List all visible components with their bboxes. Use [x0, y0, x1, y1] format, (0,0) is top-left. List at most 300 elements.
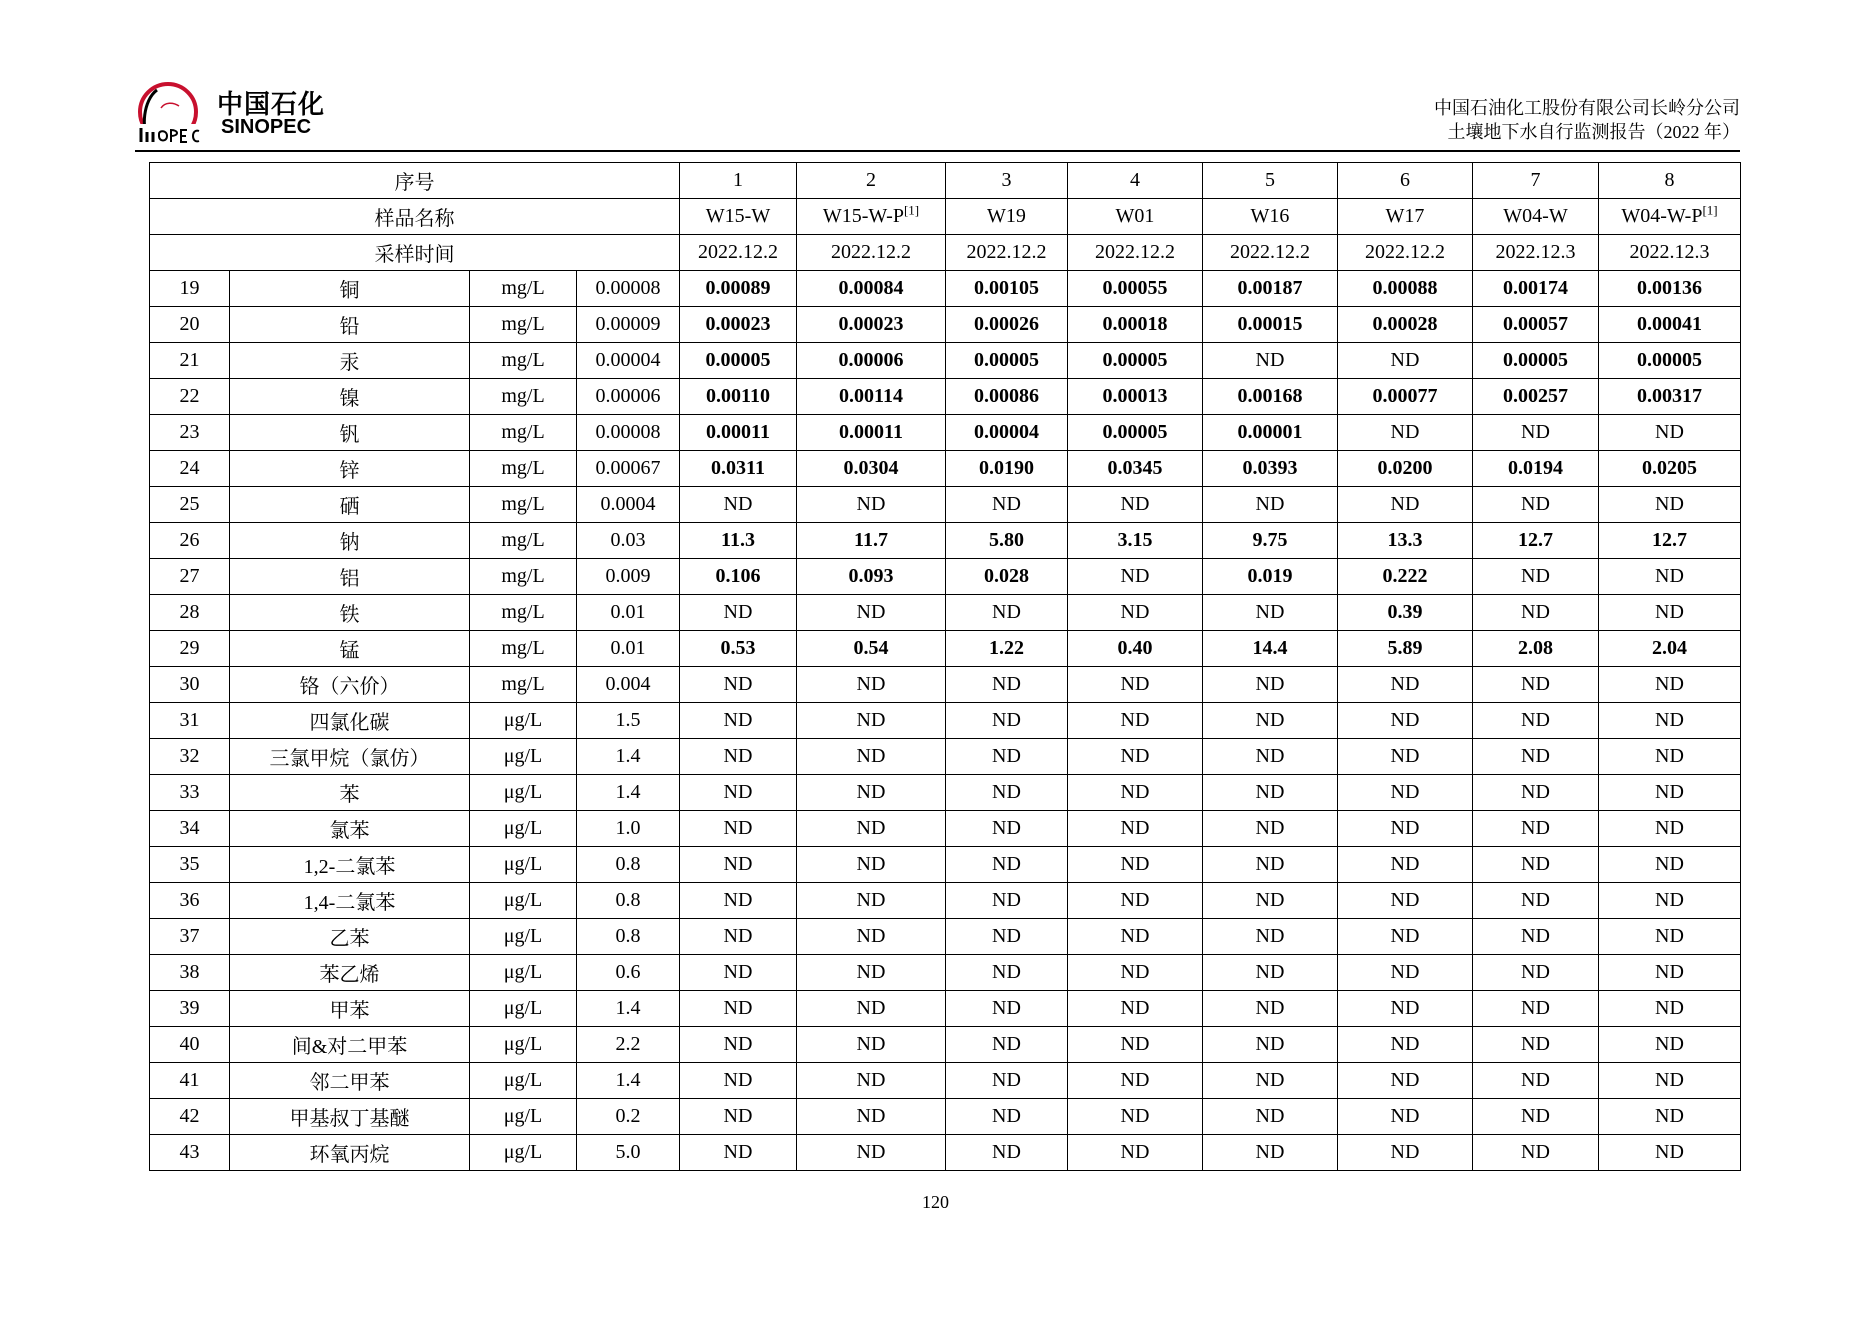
table-row — [150, 271, 1741, 307]
header-cell — [797, 163, 946, 199]
analyte-name: 氯苯 — [230, 811, 470, 847]
result-value: ND — [1203, 343, 1338, 379]
detection-limit: 0.00009 — [577, 307, 680, 343]
result-value: 0.00006 — [797, 343, 946, 379]
analyte-name: 铝 — [230, 559, 470, 595]
result-value: ND — [1068, 811, 1203, 847]
result-value: ND — [1203, 739, 1338, 775]
row-number: 40 — [150, 1027, 230, 1063]
unit: μg/L — [470, 703, 577, 739]
monitoring-results-table — [149, 162, 1741, 1171]
unit: μg/L — [470, 811, 577, 847]
result-value: ND — [1473, 883, 1599, 919]
header-cell-text: 2022.12.2 — [1365, 241, 1445, 263]
org-line-1: 中国石油化工股份有限公司长岭分公司 — [1434, 98, 1740, 118]
organization-title — [1434, 96, 1740, 144]
result-value: ND — [680, 487, 797, 523]
analyte-name: 铅 — [230, 307, 470, 343]
unit: μg/L — [470, 991, 577, 1027]
analyte-name: 甲基叔丁基醚 — [230, 1099, 470, 1135]
result-value: 0.53 — [680, 631, 797, 667]
result-value: ND — [1338, 991, 1473, 1027]
result-value: 0.00026 — [946, 307, 1068, 343]
result-value: ND — [946, 1027, 1068, 1063]
result-value: ND — [797, 703, 946, 739]
unit: μg/L — [470, 775, 577, 811]
analyte-name: 苯乙烯 — [230, 955, 470, 991]
unit: mg/L — [470, 271, 577, 307]
header-cell-text: 5 — [1265, 169, 1275, 191]
result-value: ND — [1203, 1099, 1338, 1135]
result-value: ND — [1473, 739, 1599, 775]
result-value: 0.028 — [946, 559, 1068, 595]
result-value: 5.89 — [1338, 631, 1473, 667]
detection-limit: 1.4 — [577, 1063, 680, 1099]
detection-limit: 0.00006 — [577, 379, 680, 415]
result-value: ND — [1068, 1027, 1203, 1063]
header-cell — [1068, 163, 1203, 199]
result-value: ND — [1338, 739, 1473, 775]
unit: mg/L — [470, 559, 577, 595]
result-value: ND — [797, 991, 946, 1027]
result-value: 0.00257 — [1473, 379, 1599, 415]
result-value: 0.00317 — [1599, 379, 1741, 415]
table-row — [150, 379, 1741, 415]
result-value: ND — [1599, 919, 1741, 955]
result-value: 0.00041 — [1599, 307, 1741, 343]
row-number: 23 — [150, 415, 230, 451]
result-value: 0.00015 — [1203, 307, 1338, 343]
detection-limit: 0.01 — [577, 595, 680, 631]
detection-limit: 0.6 — [577, 955, 680, 991]
analyte-name: 1,4-二氯苯 — [230, 883, 470, 919]
table-row — [150, 739, 1741, 775]
footnote-mark: [1] — [1702, 202, 1718, 218]
header-cell-text: 2022.12.2 — [1230, 241, 1310, 263]
header-cell-text: W01 — [1115, 205, 1155, 227]
result-value: ND — [946, 883, 1068, 919]
row-number: 36 — [150, 883, 230, 919]
result-value: ND — [1338, 811, 1473, 847]
analyte-name: 三氯甲烷（氯仿） — [230, 739, 470, 775]
result-value: 5.80 — [946, 523, 1068, 559]
analyte-name: 钠 — [230, 523, 470, 559]
result-value: ND — [1203, 595, 1338, 631]
result-value: ND — [797, 883, 946, 919]
detection-limit: 1.4 — [577, 991, 680, 1027]
detection-limit: 0.2 — [577, 1099, 680, 1135]
result-value: ND — [680, 883, 797, 919]
result-value: 0.0194 — [1473, 451, 1599, 487]
result-value: ND — [1599, 559, 1741, 595]
table-row — [150, 415, 1741, 451]
result-value: ND — [1599, 1135, 1741, 1171]
row-number: 26 — [150, 523, 230, 559]
header-row — [150, 235, 1741, 271]
unit: mg/L — [470, 307, 577, 343]
result-value: 0.00011 — [680, 415, 797, 451]
header-cell — [680, 163, 797, 199]
header-cell-text: 2022.12.3 — [1495, 241, 1576, 263]
result-value: ND — [797, 775, 946, 811]
sinopec-logo — [135, 80, 345, 146]
result-value: 0.019 — [1203, 559, 1338, 595]
result-value: 0.0304 — [797, 451, 946, 487]
header-cell — [797, 199, 946, 235]
unit: μg/L — [470, 1135, 577, 1171]
result-value: ND — [1338, 667, 1473, 703]
result-value: ND — [1599, 487, 1741, 523]
table-row — [150, 343, 1741, 379]
result-value: ND — [946, 1063, 1068, 1099]
table-row — [150, 847, 1741, 883]
analyte-name: 钒 — [230, 415, 470, 451]
page-number: 120 — [922, 1192, 949, 1212]
row-number: 22 — [150, 379, 230, 415]
result-value: 2.08 — [1473, 631, 1599, 667]
result-value: 0.00004 — [946, 415, 1068, 451]
result-value: 12.7 — [1599, 523, 1741, 559]
unit: μg/L — [470, 847, 577, 883]
header-cell-text: 4 — [1130, 169, 1140, 191]
row-number: 37 — [150, 919, 230, 955]
result-value: ND — [1068, 991, 1203, 1027]
header-cell — [1068, 235, 1203, 271]
result-value: ND — [1068, 1063, 1203, 1099]
result-value: ND — [1473, 703, 1599, 739]
detection-limit: 0.01 — [577, 631, 680, 667]
table-row — [150, 703, 1741, 739]
result-value: ND — [1203, 775, 1338, 811]
result-value: 0.0205 — [1599, 451, 1741, 487]
result-value: ND — [1473, 1099, 1599, 1135]
header-cell-text: 2 — [866, 169, 876, 191]
row-number: 30 — [150, 667, 230, 703]
result-value: 0.39 — [1338, 595, 1473, 631]
result-value: ND — [680, 703, 797, 739]
detection-limit: 0.00067 — [577, 451, 680, 487]
table-row — [150, 487, 1741, 523]
result-value: ND — [1203, 667, 1338, 703]
result-value: ND — [1068, 739, 1203, 775]
result-value: ND — [1203, 955, 1338, 991]
header-cell — [1473, 163, 1599, 199]
logo-text-en: SINOPEC — [221, 116, 312, 138]
result-value: 0.00089 — [680, 271, 797, 307]
unit: mg/L — [470, 667, 577, 703]
result-value: ND — [1473, 559, 1599, 595]
result-value: ND — [1473, 1063, 1599, 1099]
result-value: ND — [680, 1027, 797, 1063]
row-number: 33 — [150, 775, 230, 811]
unit: μg/L — [470, 955, 577, 991]
header-cell — [946, 235, 1068, 271]
result-value: 0.00005 — [1068, 343, 1203, 379]
result-value: ND — [1473, 847, 1599, 883]
result-value: 0.00110 — [680, 379, 797, 415]
header-cell-text: 3 — [1001, 169, 1012, 191]
result-value: ND — [797, 847, 946, 883]
result-value: ND — [1473, 1027, 1599, 1063]
result-value: ND — [1068, 919, 1203, 955]
result-value: ND — [797, 919, 946, 955]
result-value: ND — [797, 811, 946, 847]
result-value: ND — [1599, 595, 1741, 631]
analyte-name: 锰 — [230, 631, 470, 667]
result-value: ND — [1338, 955, 1473, 991]
header-cell — [680, 199, 797, 235]
result-value: ND — [1599, 667, 1741, 703]
header-rule — [135, 150, 1740, 152]
detection-limit: 5.0 — [577, 1135, 680, 1171]
result-value: 0.093 — [797, 559, 946, 595]
table-row — [150, 1063, 1741, 1099]
result-value: ND — [1473, 1135, 1599, 1171]
header-row — [150, 199, 1741, 235]
detection-limit: 2.2 — [577, 1027, 680, 1063]
result-value: ND — [946, 739, 1068, 775]
unit: μg/L — [470, 1027, 577, 1063]
result-value: ND — [1203, 811, 1338, 847]
result-value: ND — [1473, 991, 1599, 1027]
header-cell — [797, 235, 946, 271]
result-value: ND — [680, 775, 797, 811]
result-value: ND — [1473, 919, 1599, 955]
result-value: 0.00057 — [1473, 307, 1599, 343]
table-row — [150, 811, 1741, 847]
result-value: ND — [1338, 343, 1473, 379]
table-row — [150, 955, 1741, 991]
result-value: ND — [1338, 883, 1473, 919]
detection-limit: 0.00008 — [577, 415, 680, 451]
result-value: 0.0311 — [680, 451, 797, 487]
detection-limit: 0.8 — [577, 883, 680, 919]
result-value: ND — [1599, 1063, 1741, 1099]
result-value: 2.04 — [1599, 631, 1741, 667]
result-value: ND — [946, 919, 1068, 955]
header-cell-text: 6 — [1400, 169, 1410, 191]
row-number: 24 — [150, 451, 230, 487]
result-value: ND — [1473, 667, 1599, 703]
result-value: ND — [1068, 955, 1203, 991]
result-value: 11.3 — [680, 523, 797, 559]
table-row — [150, 631, 1741, 667]
analyte-name: 铜 — [230, 271, 470, 307]
row-number: 43 — [150, 1135, 230, 1171]
unit: μg/L — [470, 1099, 577, 1135]
analyte-name: 环氧丙烷 — [230, 1135, 470, 1171]
detection-limit: 0.00008 — [577, 271, 680, 307]
header-cell-text: 8 — [1664, 169, 1675, 191]
result-value: 0.00086 — [946, 379, 1068, 415]
result-value: ND — [1338, 1099, 1473, 1135]
logo-text-cn: 中国石化 — [217, 90, 326, 120]
analyte-name: 汞 — [230, 343, 470, 379]
detection-limit: 0.009 — [577, 559, 680, 595]
result-value: 0.00187 — [1203, 271, 1338, 307]
result-value: ND — [1203, 847, 1338, 883]
unit: μg/L — [470, 883, 577, 919]
unit: μg/L — [470, 919, 577, 955]
analyte-name: 乙苯 — [230, 919, 470, 955]
result-value: 0.222 — [1338, 559, 1473, 595]
header-cell — [1599, 199, 1741, 235]
result-value: ND — [797, 955, 946, 991]
result-value: ND — [680, 667, 797, 703]
result-value: ND — [1338, 919, 1473, 955]
header-cell — [946, 163, 1068, 199]
header-cell — [1473, 235, 1599, 271]
result-value: ND — [1203, 1135, 1338, 1171]
header-cell-text: W15-W-P — [822, 205, 904, 227]
header-cell — [1599, 235, 1741, 271]
header-cell-text: 2022.12.2 — [698, 241, 778, 263]
result-value: ND — [1068, 775, 1203, 811]
result-value: 0.00174 — [1473, 271, 1599, 307]
result-value: ND — [946, 487, 1068, 523]
analyte-name: 邻二甲苯 — [230, 1063, 470, 1099]
analyte-name: 锌 — [230, 451, 470, 487]
header-label: 序号 — [150, 163, 680, 199]
row-number: 21 — [150, 343, 230, 379]
row-number: 39 — [150, 991, 230, 1027]
table-row — [150, 775, 1741, 811]
result-value: ND — [1473, 955, 1599, 991]
result-value: ND — [1338, 487, 1473, 523]
result-value: 0.00077 — [1338, 379, 1473, 415]
result-value: ND — [1068, 595, 1203, 631]
result-value: 0.00023 — [680, 307, 797, 343]
result-value: ND — [680, 1099, 797, 1135]
analyte-name: 镍 — [230, 379, 470, 415]
header-label: 采样时间 — [150, 235, 680, 271]
table-row — [150, 307, 1741, 343]
result-value: 0.0190 — [946, 451, 1068, 487]
row-number: 28 — [150, 595, 230, 631]
result-value: ND — [1068, 883, 1203, 919]
result-value: ND — [680, 739, 797, 775]
result-value: ND — [1338, 1135, 1473, 1171]
result-value: ND — [1068, 667, 1203, 703]
table-row — [150, 1027, 1741, 1063]
result-value: ND — [1068, 847, 1203, 883]
header-label: 样品名称 — [150, 199, 680, 235]
result-value: ND — [1599, 775, 1741, 811]
detection-limit: 1.4 — [577, 775, 680, 811]
result-value: ND — [1068, 703, 1203, 739]
row-number: 32 — [150, 739, 230, 775]
result-value: ND — [1068, 1099, 1203, 1135]
header-cell-text: 7 — [1530, 169, 1541, 191]
row-number: 42 — [150, 1099, 230, 1135]
row-number: 35 — [150, 847, 230, 883]
result-value: ND — [797, 487, 946, 523]
table-row — [150, 523, 1741, 559]
header-cell-text: 2022.12.2 — [831, 241, 911, 263]
result-value: ND — [946, 667, 1068, 703]
result-value: ND — [680, 847, 797, 883]
detection-limit: 0.8 — [577, 847, 680, 883]
result-value: ND — [797, 1063, 946, 1099]
result-value: ND — [946, 955, 1068, 991]
result-value: ND — [1338, 775, 1473, 811]
org-line-2: 土壤地下水自行监测报告（2022 年） — [1447, 122, 1740, 142]
result-value: 3.15 — [1068, 523, 1203, 559]
result-value: ND — [1599, 415, 1741, 451]
result-value: ND — [1473, 415, 1599, 451]
analyte-name: 铁 — [230, 595, 470, 631]
result-value: 9.75 — [1203, 523, 1338, 559]
unit: mg/L — [470, 379, 577, 415]
result-value: 0.00005 — [1473, 343, 1599, 379]
result-value: ND — [946, 991, 1068, 1027]
analyte-name: 四氯化碳 — [230, 703, 470, 739]
result-value: ND — [1473, 811, 1599, 847]
result-value: ND — [1473, 487, 1599, 523]
result-value: 0.00028 — [1338, 307, 1473, 343]
detection-limit: 0.00004 — [577, 343, 680, 379]
table-row — [150, 991, 1741, 1027]
row-number: 41 — [150, 1063, 230, 1099]
result-value: 0.00011 — [797, 415, 946, 451]
detection-limit: 0.03 — [577, 523, 680, 559]
analyte-name: 1,2-二氯苯 — [230, 847, 470, 883]
result-value: ND — [946, 811, 1068, 847]
unit: mg/L — [470, 595, 577, 631]
result-value: 0.00005 — [680, 343, 797, 379]
result-value: ND — [1203, 883, 1338, 919]
header-cell-text: W16 — [1250, 205, 1290, 227]
result-value: ND — [1599, 1027, 1741, 1063]
result-value: ND — [797, 667, 946, 703]
analyte-name: 甲苯 — [230, 991, 470, 1027]
result-value: ND — [797, 595, 946, 631]
result-value: ND — [1473, 595, 1599, 631]
result-value: 0.00055 — [1068, 271, 1203, 307]
header-cell — [1473, 199, 1599, 235]
analyte-name: 苯 — [230, 775, 470, 811]
row-number: 29 — [150, 631, 230, 667]
result-value: ND — [946, 1099, 1068, 1135]
result-value: ND — [1068, 1135, 1203, 1171]
result-value: ND — [1338, 703, 1473, 739]
row-number: 27 — [150, 559, 230, 595]
result-value: 0.106 — [680, 559, 797, 595]
row-number: 25 — [150, 487, 230, 523]
unit: μg/L — [470, 739, 577, 775]
unit: mg/L — [470, 415, 577, 451]
result-value: ND — [1338, 415, 1473, 451]
result-value: ND — [1068, 487, 1203, 523]
result-value: 0.00023 — [797, 307, 946, 343]
unit: mg/L — [470, 631, 577, 667]
result-value: 0.0345 — [1068, 451, 1203, 487]
row-number: 31 — [150, 703, 230, 739]
result-value: 0.00005 — [946, 343, 1068, 379]
result-value: 0.0200 — [1338, 451, 1473, 487]
table-row — [150, 883, 1741, 919]
result-value: 0.40 — [1068, 631, 1203, 667]
result-value: 12.7 — [1473, 523, 1599, 559]
header-cell — [1338, 163, 1473, 199]
analyte-name: 铬（六价） — [230, 667, 470, 703]
result-value: ND — [680, 1063, 797, 1099]
unit: mg/L — [470, 487, 577, 523]
header-cell-text: 2022.12.3 — [1629, 241, 1710, 263]
table-row — [150, 595, 1741, 631]
row-number: 34 — [150, 811, 230, 847]
header-row — [150, 163, 1741, 199]
